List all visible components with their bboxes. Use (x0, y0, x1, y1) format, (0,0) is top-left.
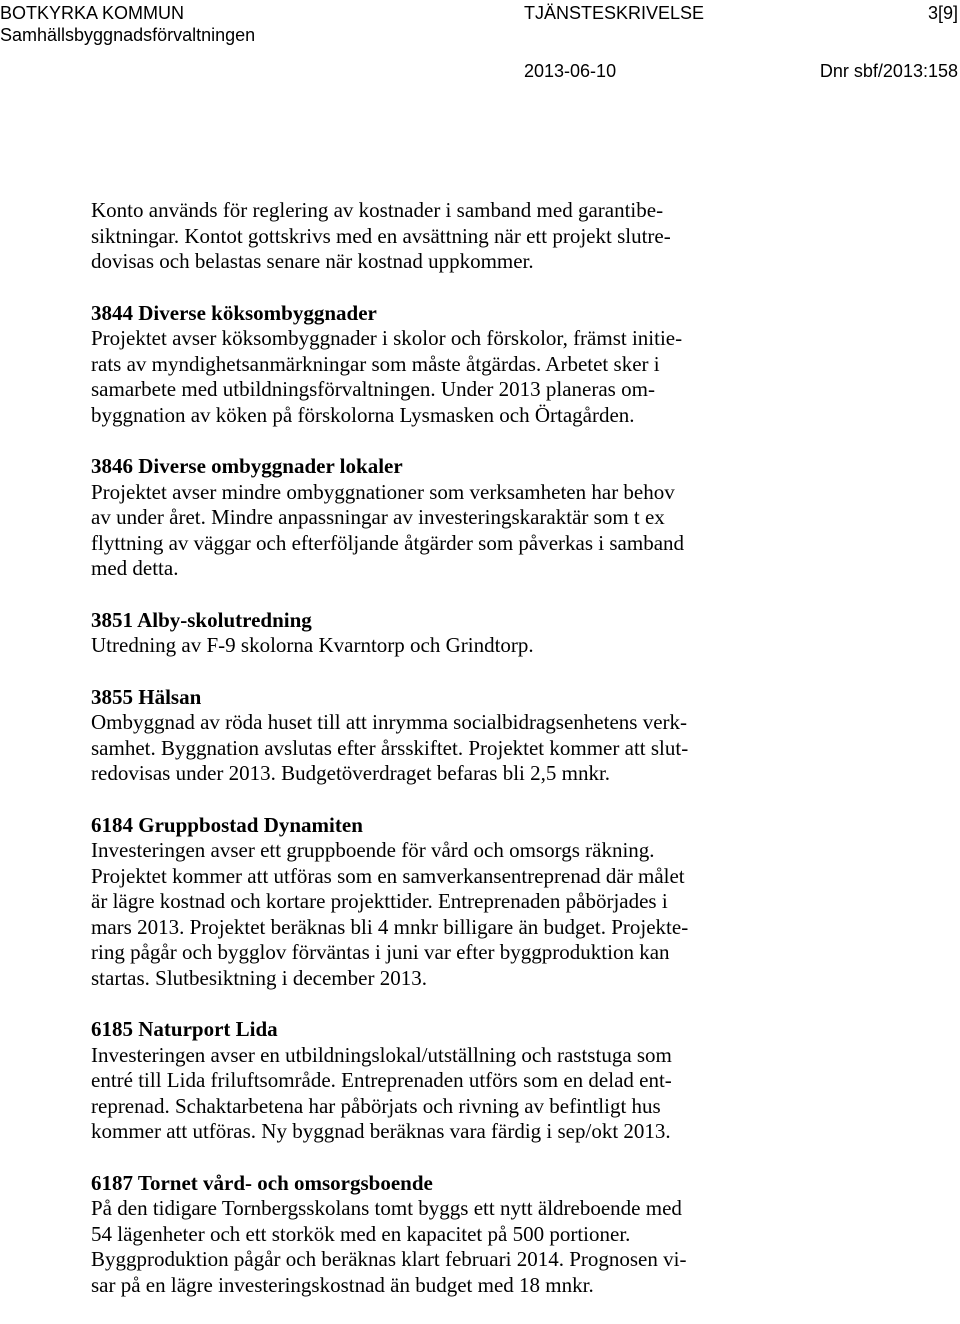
body-text-line: kommer att utföras. Ny byggnad beräknas vara färdig i sep/okt 2013. (91, 1119, 671, 1143)
section (91, 301, 811, 429)
body-text-line: mars 2013. Projektet beräknas bli 4 mnkr billigare än budget. Projekte- (91, 914, 689, 939)
body-text-line: På den tidigare Tornbergsskolans tomt byggs ett nytt äldreboende med (91, 1196, 682, 1220)
body-text-line: av under året. Mindre anpassningar av investeringskaraktär som t ex (91, 505, 665, 529)
body-text-line: Byggproduktion pågår och beräknas klart februari 2014. Prognosen vi- (91, 1247, 687, 1271)
section-title: 3855 Hälsan (91, 684, 202, 709)
section (91, 608, 811, 659)
body-text-line: dovisas och belastas senare när kostnad uppkommer. (91, 249, 534, 273)
body-text-line: samhet. Byggnation avslutas efter årsskiftet. Projektet kommer att slut- (91, 735, 689, 760)
body-text-line: reprenad. Schaktarbetena har påbörjats och rivning av befintligt hus (91, 1093, 661, 1118)
body-text-line: Projektet kommer att utföras som en samverkansentreprenad där målet (91, 863, 685, 888)
body-text-line: sar på en lägre investeringskostnad än budget med 18 mnkr. (91, 1272, 594, 1297)
page-number: 3[9] (927, 3, 958, 23)
body-text-line: Konto används för reglering av kostnader i samband med garantibe- (91, 198, 664, 222)
body-text-line: startas. Slutbesiktning i december 2013. (91, 965, 427, 990)
body-text-line: Investeringen avser ett gruppboende för vård och omsorgs räkning. (91, 838, 655, 862)
body-text-line: Investeringen avser en utbildningslokal/utställning och raststuga som (91, 1042, 672, 1067)
body-text-line: redovisas under 2013. Budgetöverdraget befaras bli 2,5 mnkr. (91, 761, 611, 785)
body-text-line: siktningar. Kontot gottskrivs med en avsättning när ett projekt slutre- (91, 223, 671, 248)
body-text-line: flyttning av väggar och efterföljande åtgärder som påverkas i samband (91, 530, 685, 555)
body-text-line: Utredning av F-9 skolorna Kvarntorp och Grindtorp. (91, 633, 534, 657)
org-name: BOTKYRKA KOMMUN (0, 3, 185, 23)
section (91, 1171, 811, 1299)
department: Samhällsbyggnadsförvaltningen (0, 25, 256, 45)
document-date: 2013-06-10 (524, 61, 617, 81)
body-text-line: ring pågår och bygglov förväntas i juni var efter byggproduktion kan (91, 940, 670, 964)
body-text-line: Projektet avser mindre ombyggnationer som verksamheten har behov (91, 479, 675, 504)
section-title: 6187 Tornet vård- och omsorgsboende (91, 1170, 433, 1195)
section (91, 685, 811, 787)
body-text-line: med detta. (91, 556, 179, 580)
body-text-line: Ombyggnad av röda huset till att inrymma socialbidragsenhetens verk- (91, 710, 688, 734)
document-body (91, 198, 811, 1324)
section-title: 3844 Diverse köksombyggnader (91, 300, 377, 325)
section-title: 3851 Alby-skolutredning (91, 607, 312, 632)
section (91, 813, 811, 992)
body-text-line: byggnation av köken på förskolorna Lysmasken och Örtagården. (91, 402, 635, 427)
section-title: 6184 Gruppbostad Dynamiten (91, 812, 363, 837)
body-text-line: samarbete med utbildningsförvaltningen. Under 2013 planeras om- (91, 377, 655, 401)
document-type: TJÄNSTESKRIVELSE (524, 3, 705, 23)
body-text-line: Projektet avser köksombyggnader i skolor och förskolor, främst initie- (91, 326, 683, 350)
body-text-line: är lägre kostnad och kortare projekttider. Entreprenaden påbörjades i (91, 889, 668, 913)
section (91, 198, 811, 275)
section (91, 1017, 811, 1145)
body-text-line: rats av myndighetsanmärkningar som måste åtgärdas. Arbetet sker i (91, 351, 660, 376)
body-text-line: 54 lägenheter och ett storkök med en kapacitet på 500 portioner. (91, 1221, 631, 1246)
body-text-line: entré till Lida friluftsområde. Entreprenaden utförs som en delad ent- (91, 1068, 672, 1092)
registration-number: Dnr sbf/2013:158 (819, 61, 958, 81)
section-title: 6185 Naturport Lida (91, 1017, 278, 1041)
section (91, 454, 811, 582)
section-title: 3846 Diverse ombyggnader lokaler (91, 454, 403, 478)
